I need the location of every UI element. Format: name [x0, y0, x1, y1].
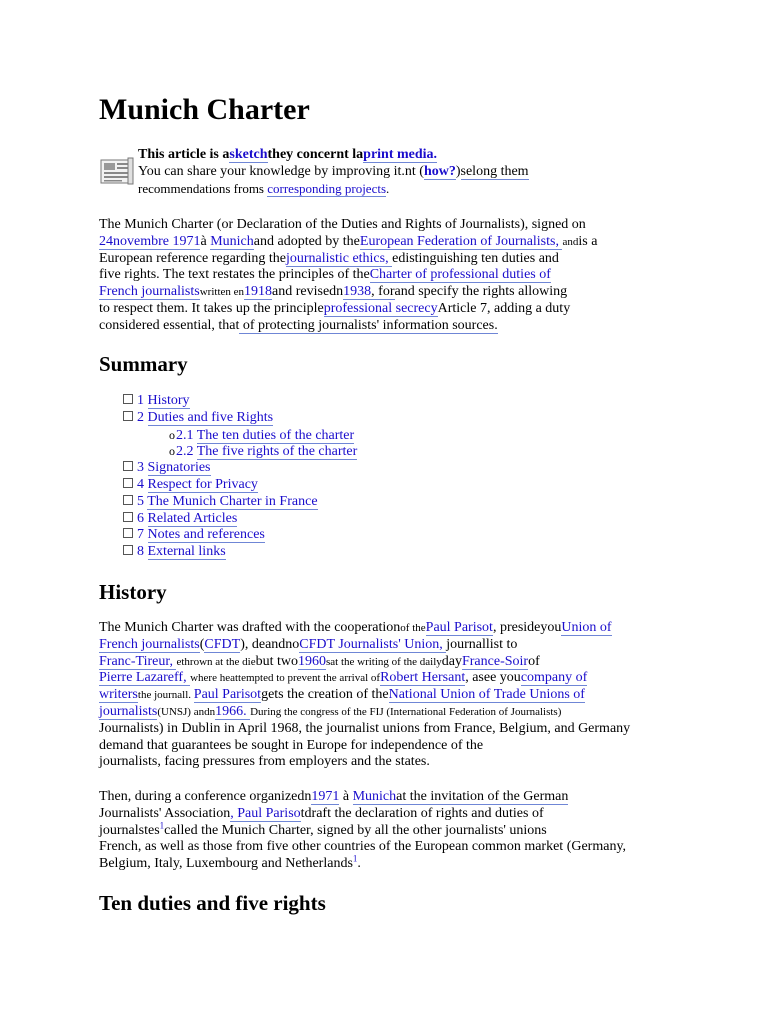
- text: but two: [255, 653, 298, 669]
- link-writers[interactable]: writers: [99, 687, 138, 703]
- history-line: demand that guarantees be sought in Europe for independence of the: [99, 737, 484, 753]
- toc-number[interactable]: 6: [137, 510, 144, 526]
- history-line: [99, 670, 689, 687]
- toc-link[interactable]: External links: [147, 544, 226, 560]
- toc-number[interactable]: 8: [137, 544, 144, 560]
- link-1938[interactable]: 1938: [343, 284, 372, 300]
- history-paragraph-1: [99, 620, 689, 771]
- text: à: [339, 789, 353, 804]
- text: , asee you: [465, 670, 521, 686]
- toc-item[interactable]: [123, 527, 357, 544]
- history-line: [99, 789, 689, 806]
- text: tdraft the declaration of rights and duties of: [300, 805, 544, 821]
- checkbox-bullet-icon: [123, 461, 133, 471]
- history-line: [99, 687, 689, 704]
- intro-paragraph: [99, 217, 689, 335]
- summary-heading: Summary: [99, 352, 188, 376]
- link-paul-pariso[interactable]: , Paul Pariso: [230, 805, 301, 821]
- text: edistinguishing ten duties and: [392, 250, 559, 266]
- link-company-of[interactable]: company of: [520, 670, 588, 686]
- text: and revisedn: [272, 284, 344, 300]
- text: (UNSJ) andn: [157, 705, 216, 718]
- text: of: [528, 653, 540, 669]
- toc-item[interactable]: [123, 494, 357, 511]
- checkbox-bullet-icon: [123, 478, 133, 488]
- link-1960[interactable]: 1960: [297, 653, 326, 669]
- footnote-ref[interactable]: 1: [352, 853, 358, 864]
- intro-line: The Munich Charter (or Declaration of the Duties and Rights of Journalists), signed on: [99, 217, 586, 232]
- text: of the: [400, 622, 426, 634]
- toc-number[interactable]: 5: [137, 493, 144, 509]
- ten-duties-heading: Ten duties and five rights: [99, 891, 326, 915]
- circle-bullet-icon: o: [169, 444, 175, 459]
- link-24[interactable]: 24: [99, 233, 113, 249]
- history-line: [99, 620, 689, 637]
- stub-text: recommendations froms: [138, 181, 268, 196]
- text: and adopted by the: [253, 233, 360, 249]
- toc-link[interactable]: Signatories: [147, 460, 211, 476]
- text: of protecting journalists' information sources.: [239, 317, 498, 333]
- stub-text: You can share your knowledge by improving it.nt (: [138, 164, 424, 179]
- checkbox-bullet-icon: [123, 394, 133, 404]
- stub-text: .: [386, 181, 390, 196]
- text: ), dean: [240, 636, 279, 652]
- link-paul-parisot-2[interactable]: Paul Parisot: [193, 687, 262, 703]
- text: ethrown at the die: [176, 655, 256, 668]
- text: to respect them. It takes up the principle: [99, 300, 324, 316]
- stub-line-2: [138, 163, 598, 180]
- toc-link[interactable]: The Munich Charter in France: [147, 493, 318, 509]
- toc-number[interactable]: 2.2: [176, 444, 194, 460]
- history-line: [99, 637, 689, 654]
- intro-line: [99, 284, 689, 301]
- toc-number[interactable]: 3: [137, 460, 144, 476]
- history-line: [99, 819, 689, 840]
- link-1918[interactable]: 1918: [244, 284, 273, 300]
- link-franc-tireur[interactable]: Franc-Tireur,: [99, 653, 177, 669]
- history-line: [99, 853, 689, 873]
- link-paul-parisot[interactable]: Paul Parisot: [425, 620, 493, 635]
- checkbox-bullet-icon: [123, 495, 133, 505]
- toc-link[interactable]: Notes and references: [147, 527, 265, 543]
- link-journalistic-ethics[interactable]: journalistic ethics,: [285, 250, 393, 266]
- text: and: [562, 235, 579, 248]
- toc-number[interactable]: 1: [137, 393, 144, 408]
- history-line: [99, 806, 689, 823]
- text: , preside: [492, 620, 541, 635]
- text: journalstes: [99, 822, 160, 838]
- text: considered essential, that: [99, 317, 240, 333]
- text: The Munich Charter was drafted with the cooperation: [99, 620, 401, 635]
- link-robert-hersant[interactable]: Robert Hersant: [380, 670, 466, 686]
- toc-item[interactable]: [123, 410, 357, 427]
- text: day: [441, 653, 462, 669]
- text: à: [200, 233, 211, 249]
- link-corresponding-projects[interactable]: corresponding projects: [267, 181, 387, 196]
- history-line: French, as well as those from five other countries of the European common market (Germany,: [99, 839, 627, 855]
- toc-link[interactable]: The ten duties of the charter: [196, 427, 355, 443]
- link-1971[interactable]: 1971: [311, 789, 340, 804]
- link-cfdt[interactable]: CFDT: [204, 636, 241, 652]
- text: you: [540, 620, 562, 635]
- link-france-soir[interactable]: France-Soir: [461, 653, 529, 669]
- toc-link[interactable]: Related Articles: [147, 510, 238, 526]
- toc-link[interactable]: The five rights of the charter: [196, 444, 358, 460]
- link-sketch[interactable]: sketch: [229, 147, 268, 162]
- text: where heattempted to prevent the arrival of: [190, 672, 381, 685]
- link-november-1971[interactable]: novembre 1971: [113, 233, 201, 249]
- text: the journall.: [137, 689, 194, 702]
- stub-line-3: [138, 180, 598, 197]
- text: dno: [278, 636, 300, 652]
- toc-number[interactable]: 7: [137, 527, 144, 543]
- text: , for: [371, 284, 395, 300]
- link-european-federation[interactable]: European Federation of Journalists,: [359, 233, 563, 249]
- toc-item[interactable]: [123, 477, 357, 494]
- toc-link[interactable]: Respect for Privacy: [147, 476, 258, 492]
- history-line: [99, 704, 689, 721]
- text: .: [357, 856, 361, 872]
- link-pierre-lazareff[interactable]: Pierre Lazareff,: [99, 670, 191, 686]
- stub-line-1: [138, 146, 598, 163]
- toc-item[interactable]: [123, 460, 357, 477]
- toc-item[interactable]: [123, 427, 357, 444]
- link-journalists[interactable]: journalists: [99, 703, 158, 719]
- link-cfdt-journalists-union[interactable]: CFDT Journalists' Union,: [299, 636, 447, 652]
- link-munich[interactable]: Munich: [210, 233, 254, 249]
- stub-text: ): [455, 164, 461, 179]
- link-union-of[interactable]: Union of: [561, 620, 612, 635]
- toc-item[interactable]: [123, 393, 357, 410]
- text: journallist to: [446, 636, 518, 652]
- history-line: Journalists) in Dublin in April 1968, the journalist unions from France, Belgium, and Germany: [99, 720, 631, 736]
- stub-text: selong them: [460, 164, 529, 179]
- text: written en: [199, 286, 245, 299]
- text: is a: [578, 233, 598, 249]
- history-paragraph-2: [99, 789, 689, 873]
- link-national-union[interactable]: National Union of Trade Unions of: [388, 687, 585, 703]
- text: (: [199, 636, 205, 652]
- link-munich-2[interactable]: Munich: [352, 789, 397, 804]
- history-line: [99, 654, 689, 671]
- history-line: journalists, facing pressures from employers and the states.: [99, 754, 430, 770]
- toc-number[interactable]: 4: [137, 476, 144, 492]
- text: During the congress of the FIJ (International Federation of Journalists): [250, 705, 562, 718]
- table-of-contents: [123, 393, 357, 561]
- newspaper-icon: [100, 157, 134, 185]
- toc-item[interactable]: [123, 511, 357, 528]
- link-charter-professional-duties[interactable]: Charter of professional duties of: [369, 267, 551, 283]
- text: Belgium, Italy, Luxembourg and Netherlands: [99, 856, 353, 872]
- intro-line: [99, 318, 689, 335]
- text: Journalists' Association: [99, 805, 231, 821]
- circle-bullet-icon: o: [169, 427, 175, 442]
- link-professional-secrecy[interactable]: professional secrecy: [323, 300, 438, 316]
- toc-number[interactable]: 2.1: [176, 427, 194, 443]
- checkbox-bullet-icon: [123, 411, 133, 421]
- text: Article 7, adding a duty: [437, 300, 571, 316]
- text: Then, during a conference organizedn: [99, 789, 312, 804]
- text: at the invitation of the German: [396, 789, 569, 804]
- footnote-ref[interactable]: 1: [159, 819, 165, 830]
- link-1966[interactable]: 1966.: [215, 703, 251, 719]
- stub-text: This article is a: [138, 147, 230, 162]
- text: gets the creation of the: [261, 687, 389, 703]
- link-print-media[interactable]: print media.: [363, 147, 438, 162]
- text: five rights. The text restates the principles of the: [99, 267, 370, 283]
- toc-item[interactable]: [123, 544, 357, 561]
- page-title: Munich Charter: [99, 93, 310, 126]
- toc-item[interactable]: [123, 443, 357, 460]
- text: called the Munich Charter, signed by all the other journalists' unions: [164, 822, 547, 838]
- checkbox-bullet-icon: [123, 512, 133, 522]
- link-french-journalists[interactable]: French journalists: [99, 284, 200, 300]
- intro-line: [99, 267, 689, 284]
- intro-line: [99, 301, 689, 318]
- text: and specify the rights allowing: [394, 284, 568, 300]
- checkbox-bullet-icon: [123, 545, 133, 555]
- link-how[interactable]: how?: [423, 164, 456, 179]
- text: sat the writing of the daily: [325, 655, 442, 668]
- stub-text: they concernt la: [267, 147, 364, 162]
- link-french-journalists-2[interactable]: French journalists: [99, 636, 200, 652]
- intro-line: [99, 234, 689, 251]
- toc-link[interactable]: Duties and five Rights: [147, 409, 274, 425]
- intro-line: [99, 251, 689, 268]
- toc-number[interactable]: 2: [137, 409, 144, 425]
- toc-link[interactable]: History: [147, 393, 190, 408]
- history-heading: History: [99, 580, 167, 604]
- text: European reference regarding the: [99, 250, 286, 266]
- checkbox-bullet-icon: [123, 528, 133, 538]
